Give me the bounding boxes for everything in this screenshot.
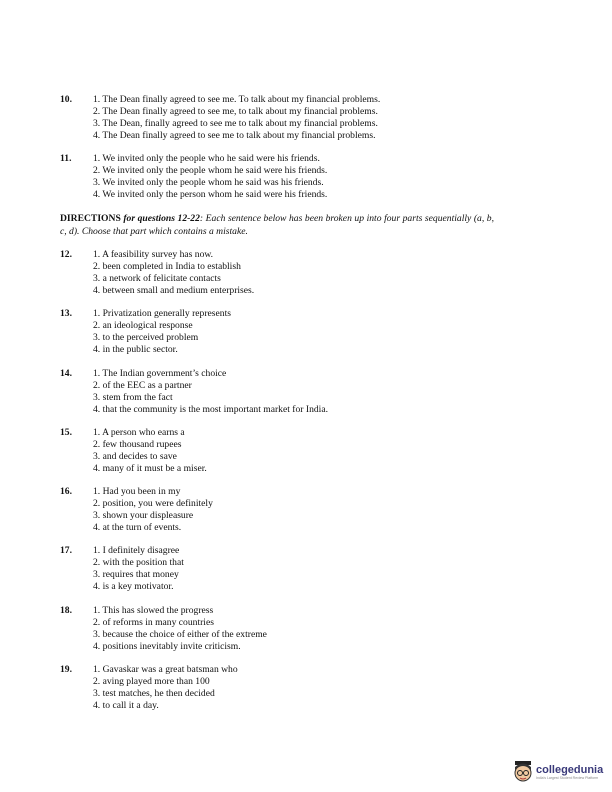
option: 1. We invited only the people who he said were his friends. <box>93 153 320 164</box>
option: 2. position, you were definitely <box>93 498 213 509</box>
option: 3. shown your displeasure <box>93 510 194 521</box>
directions-text: : Each sentence below has been broken up into four parts sequentially (a, b, c, d). Choose that part which contains a mistake. <box>60 213 494 237</box>
option: 3. We invited only the people whom he said was his friends. <box>93 177 324 188</box>
question-number: 17. <box>60 545 72 556</box>
option: 2. an ideological response <box>93 320 193 331</box>
option: 4. at the turn of events. <box>93 522 182 533</box>
option: 1. Gavaskar was a great batsman who <box>93 664 238 675</box>
option: 2. of the EEC as a partner <box>93 380 192 391</box>
option: 2. of reforms in many countries <box>93 617 214 628</box>
question-16 <box>60 486 500 534</box>
question-number: 18. <box>60 605 72 616</box>
option: 1. Had you been in my <box>93 486 181 497</box>
option: 3. and decides to save <box>93 451 177 462</box>
question-12 <box>60 249 500 297</box>
option: 3. stem from the fact <box>93 392 173 403</box>
option: 4. that the community is the most important market for India. <box>93 404 329 415</box>
question-17 <box>60 545 500 593</box>
option: 4. to call it a day. <box>93 700 159 711</box>
option: 4. positions inevitably invite criticism. <box>93 641 241 652</box>
question-number: 19. <box>60 664 72 675</box>
option: 4. The Dean finally agreed to see me to talk about my financial problems. <box>93 130 376 141</box>
option: 4. is a key motivator. <box>93 581 174 592</box>
option: 4. between small and medium enterprises. <box>93 285 255 296</box>
option: 3. because the choice of either of the extreme <box>93 629 267 640</box>
option: 2. been completed in India to establish <box>93 261 241 272</box>
option: 4. in the public sector. <box>93 344 178 355</box>
option: 1. I definitely disagree <box>93 545 180 556</box>
option: 1. This has slowed the progress <box>93 605 214 616</box>
question-number: 16. <box>60 486 72 497</box>
question-14 <box>60 368 500 416</box>
option: 1. A feasibility survey has now. <box>93 249 214 260</box>
question-number: 12. <box>60 249 72 260</box>
brand-name: collegedunia <box>536 764 604 776</box>
question-number: 11. <box>60 153 72 164</box>
option: 1. The Indian government’s choice <box>93 368 227 379</box>
option: 1. A person who earns a <box>93 427 185 438</box>
question-number: 10. <box>60 94 72 105</box>
question-11 <box>60 153 500 201</box>
option: 2. The Dean finally agreed to see me, to talk about my financial problems. <box>93 106 378 117</box>
mascot-icon <box>512 760 534 784</box>
brand-tagline: India's Largest Student Review Platform <box>536 776 599 780</box>
directions-range: for questions 12-22 <box>120 213 200 224</box>
collegedunia-logo <box>512 760 603 784</box>
option: 3. The Dean, finally agreed to see me to talk about my financial problems. <box>93 118 378 129</box>
option: 1. The Dean finally agreed to see me. To talk about my financial problems. <box>93 94 381 105</box>
question-number: 15. <box>60 427 72 438</box>
question-18 <box>60 605 500 653</box>
question-19 <box>60 664 500 712</box>
option: 3. test matches, he then decided <box>93 688 215 699</box>
option: 3. a network of felicitate contacts <box>93 273 221 284</box>
option: 2. with the position that <box>93 557 184 568</box>
option: 4. many of it must be a miser. <box>93 463 207 474</box>
question-number: 14. <box>60 368 72 379</box>
option: 2. We invited only the people whom he said were his friends. <box>93 165 328 176</box>
option: 2. aving played more than 100 <box>93 676 210 687</box>
directions <box>60 212 494 238</box>
question-10 <box>60 94 500 142</box>
question-13 <box>60 308 500 356</box>
question-15 <box>60 427 500 475</box>
option: 2. few thousand rupees <box>93 439 182 450</box>
option: 4. We invited only the person whom he said were his friends. <box>93 189 328 200</box>
directions-label: DIRECTIONS <box>60 213 121 224</box>
option: 3. to the perceived problem <box>93 332 199 343</box>
option: 1. Privatization generally represents <box>93 308 231 319</box>
question-number: 13. <box>60 308 72 319</box>
option: 3. requires that money <box>93 569 179 580</box>
